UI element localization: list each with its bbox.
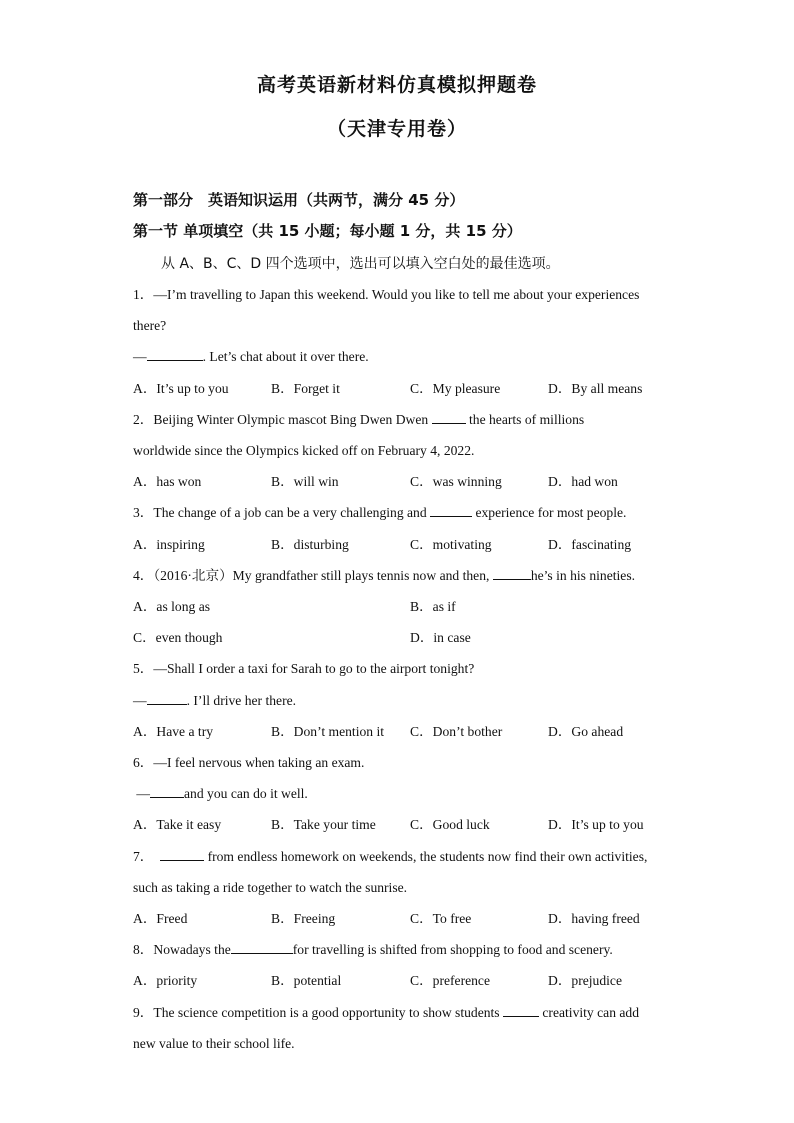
option-a: A．priority [133, 973, 198, 988]
option-b: B．potential [271, 973, 342, 988]
question-3-text-post: experience for most people. [472, 505, 627, 520]
question-3-text-pre: 3．The change of a job can be a very challenging and [133, 505, 431, 520]
answer-blank [147, 692, 187, 705]
question-2-line-1 [133, 411, 584, 429]
option-a: A．as long as [133, 599, 211, 614]
option-d: D．By all means [548, 381, 643, 396]
question-4-line-1 [133, 567, 635, 585]
answer-blank [231, 941, 293, 954]
question-3-line-1 [133, 504, 626, 522]
answer-blank [160, 848, 204, 861]
question-6-line-2 [133, 785, 308, 803]
option-b: B．Take your time [271, 817, 376, 832]
option-d: D．fascinating [548, 537, 632, 552]
question-8-text-post: for travelling is shifted from shopping to food and scenery. [292, 942, 613, 957]
option-c: C．preference [410, 973, 491, 988]
option-b: B．as if [410, 599, 456, 614]
question-8-line-1 [133, 941, 613, 959]
question-1-dash: — [133, 349, 147, 364]
option-c: C．To free [410, 911, 472, 926]
question-2-text-pre: 2．Beijing Winter Olympic mascot Bing Dwen Dwen [133, 412, 432, 427]
question-5-dash: — [133, 693, 147, 708]
question-9-line-1 [133, 1004, 639, 1022]
option-c: C．My pleasure [410, 381, 501, 396]
question-1-text: . Let’s chat about it over there. [202, 349, 369, 364]
question-9-text-pre: 9．The science competition is a good opportunity to show students [133, 1005, 503, 1020]
question-9-text-post: creativity can add [539, 1005, 640, 1020]
instruction-text: 从 A、B、C、D 四个选项中，选出可以填入空白处的最佳选项。 [161, 256, 560, 272]
page-subtitle: （天津专用卷） [326, 118, 467, 140]
option-b: B．disturbing [271, 537, 349, 552]
question-5-text: . I’ll drive her there. [186, 693, 297, 708]
option-c: C．even though [133, 630, 223, 645]
option-c: C．motivating [410, 537, 492, 552]
part-heading: 第一部分 英语知识运用（共两节，满分 45 分） [133, 191, 465, 209]
answer-blank [432, 411, 466, 424]
question-4-text-pre: 4．（2016·北京）My grandfather still plays tennis now and then, [133, 568, 493, 583]
question-5-line-1: 5．—Shall I order a taxi for Sarah to go to the airport tonight? [133, 661, 475, 676]
question-8-text-pre: 8．Nowadays the [133, 942, 231, 957]
option-b: B．Don’t mention it [271, 724, 385, 739]
option-d: D．having freed [548, 911, 640, 926]
question-1-line-3 [133, 348, 369, 366]
answer-blank [150, 785, 184, 798]
option-a: A．Take it easy [133, 817, 222, 832]
question-2-text-post: the hearts of millions [465, 412, 585, 427]
option-a: A．It’s up to you [133, 381, 229, 396]
option-c: C．was winning [410, 474, 502, 489]
option-d: D．in case [410, 630, 471, 645]
option-a: A．Freed [133, 911, 188, 926]
option-b: B．Freeing [271, 911, 336, 926]
section-heading: 第一节 单项填空（共 15 小题；每小题 1 分，共 15 分） [133, 222, 522, 240]
question-2-line-2: worldwide since the Olympics kicked off on February 4, 2022. [133, 443, 475, 458]
option-b: B．Forget it [271, 381, 340, 396]
option-a: A．Have a try [133, 724, 214, 739]
option-d: D．had won [548, 474, 618, 489]
question-7-line-2: such as taking a ride together to watch the sunrise. [133, 880, 408, 895]
option-c: C．Don’t bother [410, 724, 503, 739]
question-5-line-2 [133, 692, 296, 710]
option-d: D．prejudice [548, 973, 622, 988]
question-4-text-post: he’s in his nineties. [530, 568, 636, 583]
answer-blank [147, 348, 203, 361]
option-d: D．Go ahead [548, 724, 624, 739]
option-a: A．has won [133, 474, 202, 489]
option-c: C．Good luck [410, 817, 490, 832]
question-6-text: and you can do it well. [184, 786, 308, 801]
question-9-line-2: new value to their school life. [133, 1036, 295, 1051]
option-b: B．will win [271, 474, 339, 489]
question-1-line-1: 1．—I’m travelling to Japan this weekend. Would you like to tell me about your experiences [133, 287, 640, 302]
option-d: D．It’s up to you [548, 817, 644, 832]
option-a: A．inspiring [133, 537, 205, 552]
answer-blank [493, 567, 531, 580]
question-1-line-2: there? [133, 318, 167, 333]
page-title: 高考英语新材料仿真模拟押题卷 [256, 74, 537, 96]
answer-blank [430, 504, 472, 517]
question-6-line-1: 6．—I feel nervous when taking an exam. [133, 755, 365, 770]
question-7-text: from endless homework on weekends, the students now find their own activities, [204, 849, 648, 864]
answer-blank [503, 1004, 539, 1017]
question-7-line-1 [133, 848, 647, 866]
question-6-dash: — [133, 786, 150, 801]
question-7-number: 7． [133, 849, 161, 864]
